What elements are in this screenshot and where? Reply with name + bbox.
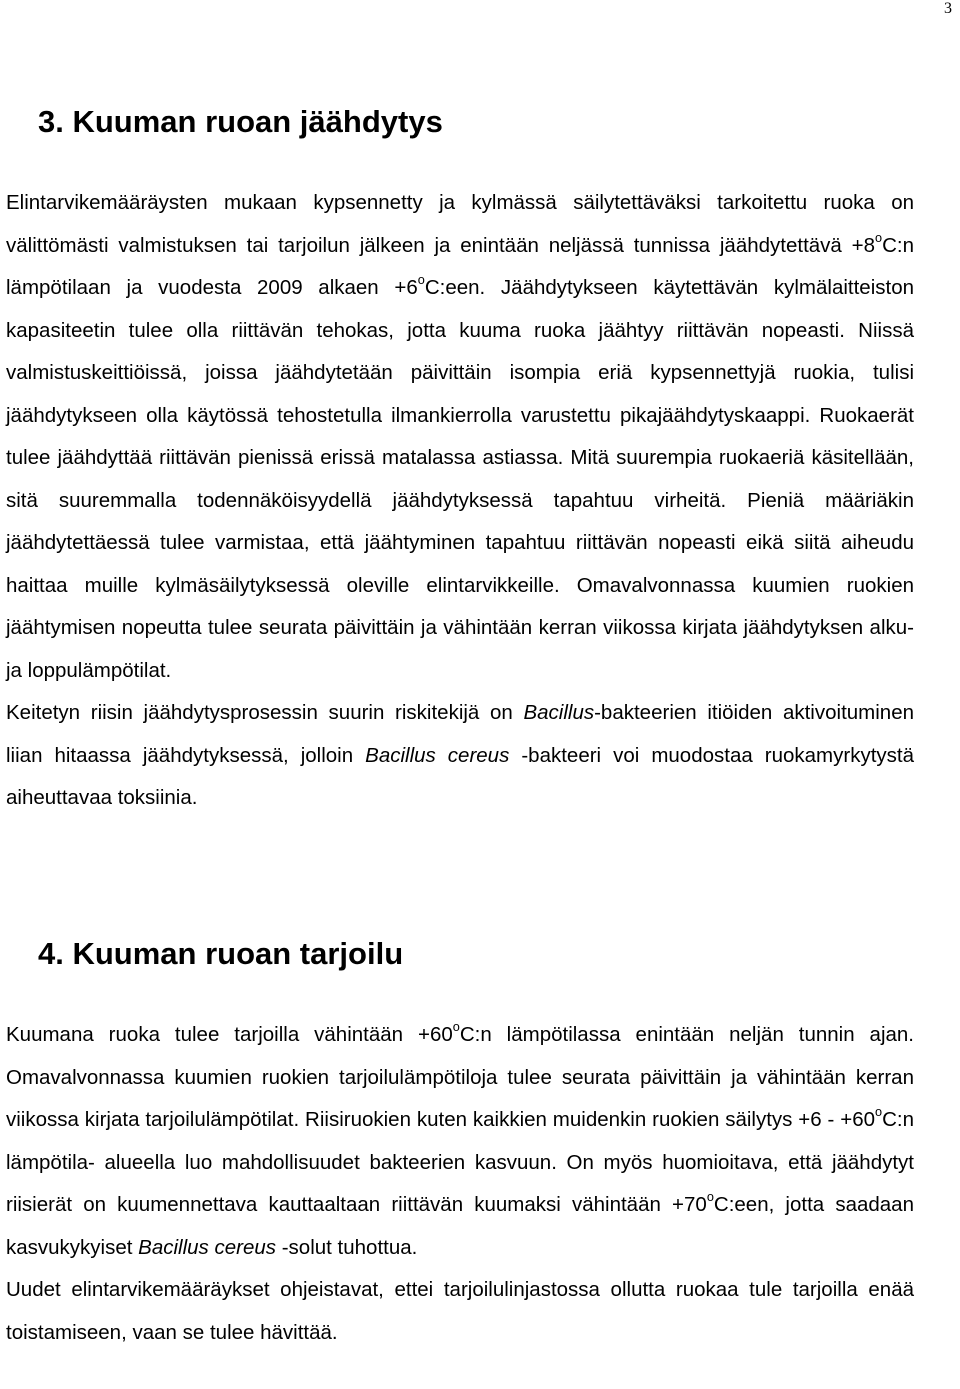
page-number: 3 xyxy=(944,0,952,17)
text-run: C:n lämpötilassa enintään neljän tunnin ajan. Omavalvonnassa kuumien ruokien tarjoilulämpötiloja tulee seurata päivittäin ja vähintään kerran viikossa kirjata tarjoilulämpötilat. Riisiruokien kuten kaikkien muidenkin ruokien säilytys +6 - +60 xyxy=(6,1023,915,1131)
text-run: -bakteerien itiöiden aktivoituminen liian hitaassa jäähdytyksessä, jolloin xyxy=(6,701,914,767)
text-run: -solut tuhottua. xyxy=(276,1235,418,1259)
text-run: C:n lämpötilaan ja vuodesta 2009 alkaen +6 xyxy=(6,233,914,299)
text-run: -bakteeri voi muodostaa ruokamyrkytystä aiheuttavaa toksiinia. xyxy=(6,743,914,809)
text-run: C:n lämpötila- alueella luo mahdollisuudet bakteerien kasvuun. On myös huomioitava, että jäähdytyt riisierät on kuumennettava kauttaaltaan riittävän kuumaksi vähintään +70 xyxy=(6,1108,914,1216)
degree-superscript: o xyxy=(706,1189,714,1205)
italic-species-name: Bacillus cereus xyxy=(365,743,510,767)
section-3-paragraph-2 xyxy=(6,692,914,820)
section-4-paragraph-2: Uudet elintarvikemääräykset ohjeistavat, ettei tarjoilulinjastossa ollutta ruokaa tule tarjoilla enää toistamiseen, vaan se tulee hävittää. xyxy=(6,1278,914,1344)
italic-species-name: Bacillus cereus xyxy=(138,1235,277,1259)
degree-superscript: o xyxy=(875,1104,883,1120)
italic-species-name: Bacillus xyxy=(523,701,595,724)
section-3-paragraph-1 xyxy=(6,182,914,692)
text-run: Kuumana ruoka tulee tarjoilla vähintään +60 xyxy=(6,1023,453,1046)
section-3-heading: 3. Kuuman ruoan jäähdytys xyxy=(38,104,443,139)
text-run: C:een. Jäähdytykseen käytettävän kylmälaitteiston kapasiteetin tulee olla riittävän tehokas, jotta kuuma ruoka jäähtyy riittävän nopeasti. Niissä valmistuskeittiöissä, joissa jäähdytetään päivittäin isompia eriä kypsennettyjä ruokia, tulisi jäähdytykseen olla käytössä tehostetulla ilmankierrolla varustettu pikajäähdytyskaappi. Ruokaerät tulee jäähdyttää riittävän pienissä erissä matalassa astiassa. Mitä suurempia ruokaeriä käsitellään, sitä suuremmalla todennäköisyydellä jäähdytyksessä tapahtuu virheitä. Pieniä määriäkin jäähdytettäessä tulee varmistaa, että jäähtyminen tapahtuu riittävän nopeasti eikä siitä aiheudu haittaa muille kylmäsäilytyksessä oleville elintarvikkeille. Omavalvonnassa kuumien ruokien jäähtymisen nopeutta tulee seurata päivittäin ja vähintään kerran viikossa kirjata jäähdytyksen alku- ja loppulämpötilat. xyxy=(6,276,914,682)
section-4-paragraph-1 xyxy=(6,1014,914,1269)
degree-superscript: o xyxy=(875,229,883,245)
text-run: Keitetyn riisin jäähdytysprosessin suurin riskitekijä on xyxy=(6,701,524,724)
section-4-heading: 4. Kuuman ruoan tarjoilu xyxy=(38,936,404,971)
section-3-body xyxy=(6,182,914,820)
degree-superscript: o xyxy=(417,272,425,288)
degree-superscript: o xyxy=(452,1019,460,1035)
text-run: Elintarvikemääräysten mukaan kypsennetty ja kylmässä säilytettäväksi tarkoitettu ruoka on välittömästi valmistuksen tai tarjoilun jälkeen ja enintään neljässä tunnissa jäähdytettävä +8 xyxy=(6,191,914,257)
text-run: C:een, jotta saadaan kasvukykyiset xyxy=(6,1193,914,1259)
section-4-body xyxy=(6,1014,914,1354)
